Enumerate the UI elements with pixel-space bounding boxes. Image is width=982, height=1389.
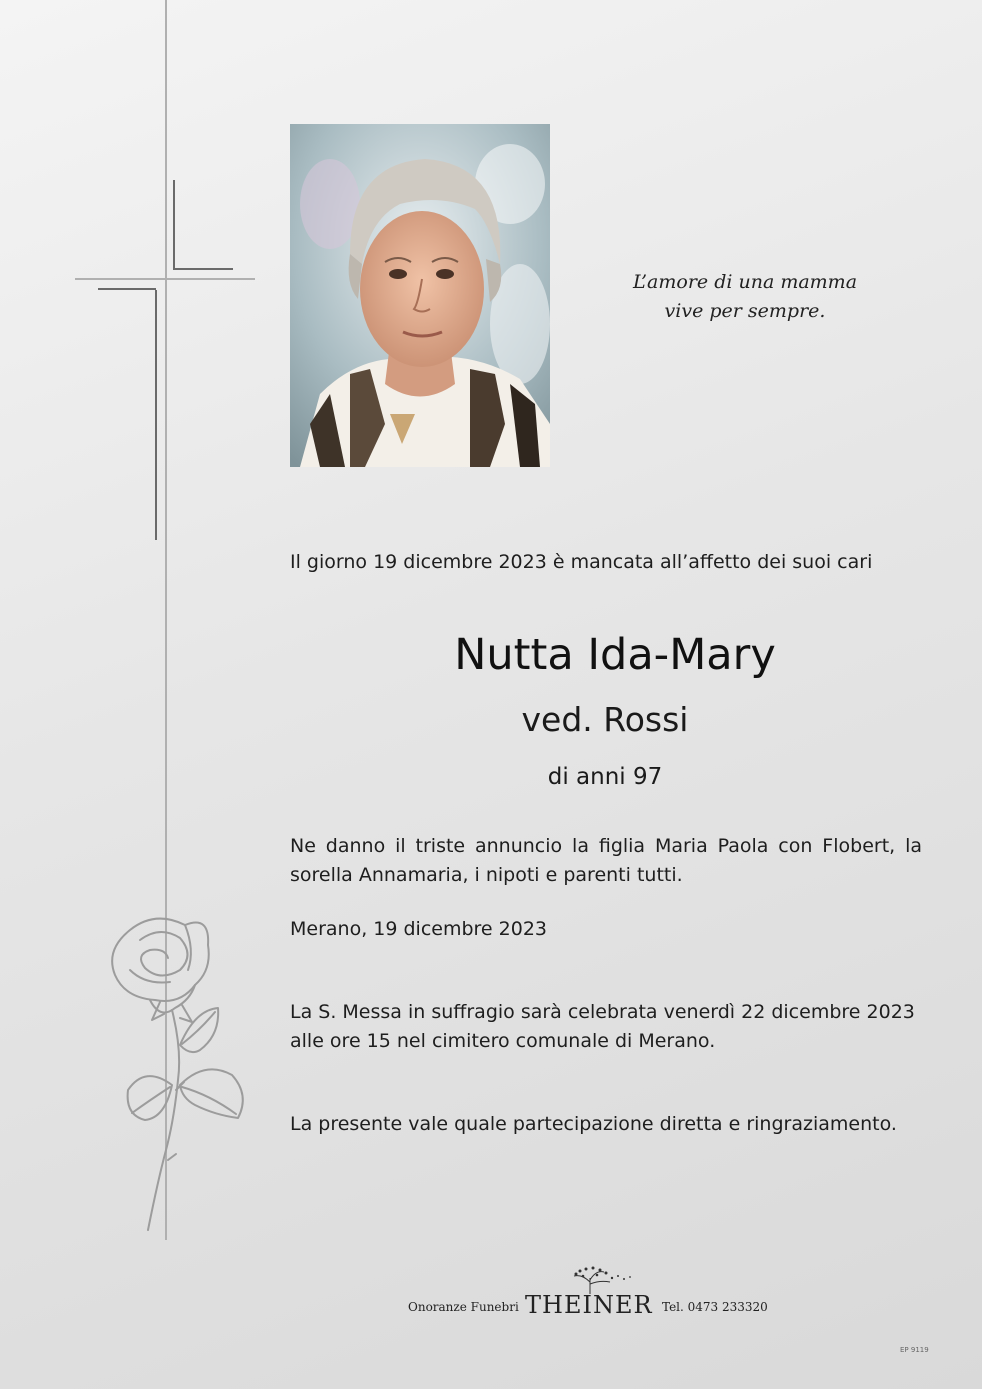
footer-phone: Tel. 0473 233320 (662, 1300, 768, 1314)
widow-of: ved. Rossi (521, 700, 689, 739)
deceased-age: di anni 97 (547, 764, 663, 790)
cross-horizontal-left (98, 288, 156, 290)
quote-line-2: vive per sempre. (664, 300, 826, 322)
rose-icon (100, 910, 260, 1240)
cross-vertical-dark (155, 290, 157, 540)
funeral-home-footer (390, 1266, 800, 1326)
cross-upper-vertical (173, 180, 175, 270)
intro-text: Il giorno 19 dicembre 2023 è mancata all’affetto dei suoi cari (290, 551, 873, 573)
deceased-name: Nutta Ida-Mary (454, 630, 776, 680)
cross-horizontal-right (175, 268, 233, 270)
footer-prefix: Onoranze Funebri (408, 1300, 519, 1314)
portrait-photo (290, 124, 550, 467)
footer-brand: THEINER (525, 1291, 653, 1319)
cross-horizontal-light (75, 278, 255, 280)
announcement-text: Ne danno il triste annuncio la figlia Maria Paola con Flobert, la sorella Annamaria, i nipoti e parenti tutti. (290, 835, 922, 886)
document-code: EP 9119 (900, 1346, 929, 1354)
place-date: Merano, 19 dicembre 2023 (290, 918, 548, 940)
mass-text: La S. Messa in suffragio sarà celebrata venerdì 22 dicembre 2023 alle ore 15 nel cimitero comunale di Merano. (290, 1001, 915, 1052)
closing-text: La presente vale quale partecipazione diretta e ringraziamento. (290, 1113, 897, 1135)
quote-line-1: L’amore di una mamma (632, 271, 858, 293)
memorial-quote (600, 268, 890, 326)
